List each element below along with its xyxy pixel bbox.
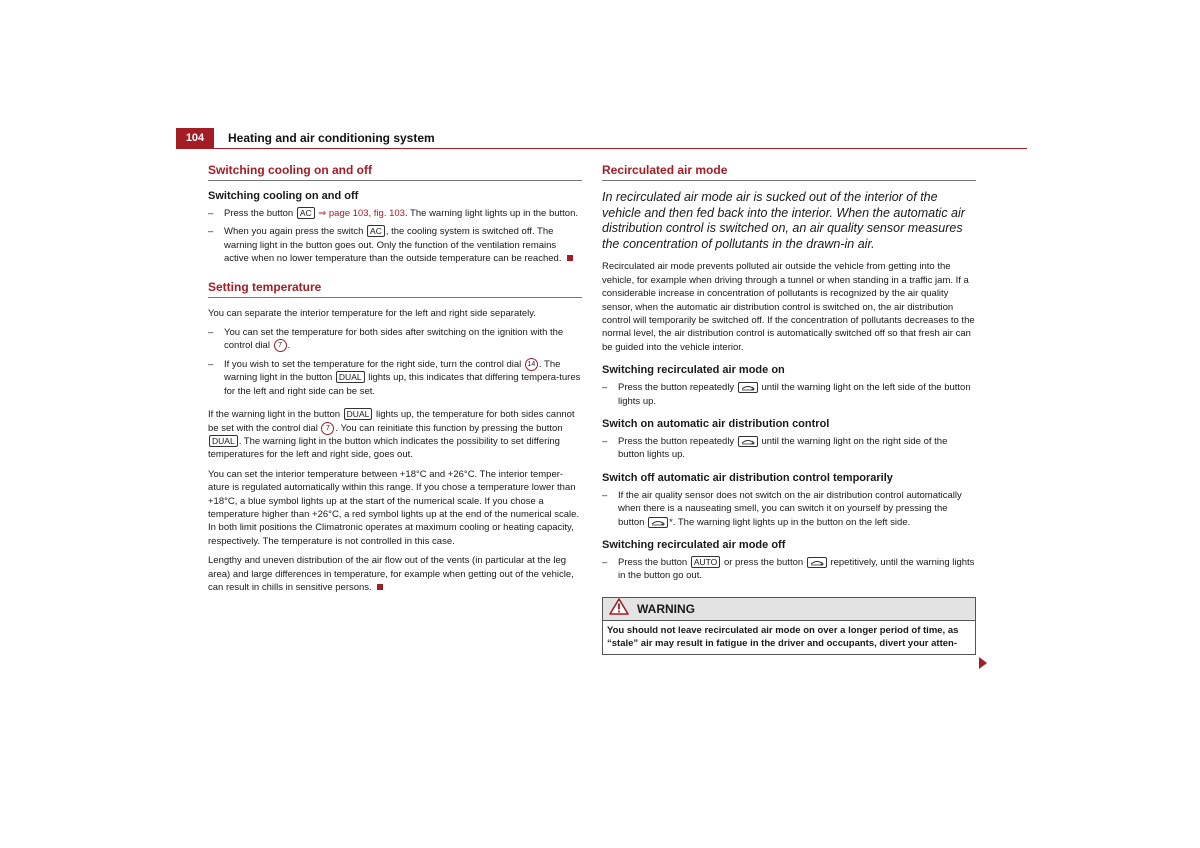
list-item: – Press the button repeatedly until the warning light on the left side of the button lights up.: [602, 382, 971, 407]
recirculation-icon: [738, 382, 758, 393]
warning-title: WARNING: [637, 601, 695, 616]
warning-triangle-icon: [609, 598, 629, 620]
ac-key: AC: [367, 225, 385, 237]
section-end-marker: [377, 584, 383, 590]
section-title-recirculated: Recirculated air mode: [602, 163, 976, 181]
paragraph: Lengthy and uneven distribution of the air flow out of the vents (in particular at the leg area) and large differences in temperature, for example when getting out of the vehicle, can result in chills in sensitive persons.: [208, 555, 574, 593]
recirculation-icon: [738, 436, 758, 447]
control-dial-marker: 7: [321, 422, 334, 435]
list-item: – When you again press the switch AC , the cooling system is switched off. The warning light in the button goes out. Only the function of the ventilation remains active when no lower temperature than the outside temperature can be reached.: [208, 225, 582, 265]
dual-key: DUAL: [344, 408, 373, 420]
list-item: – Press the button AUTO or press the button repetitively, until the warning lights in the button go out.: [602, 557, 975, 582]
recirculation-icon: [807, 557, 827, 568]
auto-key: AUTO: [691, 556, 720, 568]
subheading-cooling: Switching cooling on and off: [208, 190, 359, 202]
continue-arrow-icon: [979, 657, 987, 669]
chapter-title: Heating and air conditioning system: [228, 131, 435, 145]
paragraph: You can separate the interior temperature for the left and right side separately.: [208, 307, 536, 319]
recirculation-icon: [648, 517, 668, 528]
left-column: [208, 163, 582, 600]
intro-paragraph: In recirculated air mode air is sucked out of the interior of the vehicle and then fed back into the interior. When the automatic air distribution control is switched on, an air quality sensor measures the concentration of pollutants in the drawn-in air.: [602, 190, 965, 251]
paragraph: You can set the interior temperature between +18°C and +26°C. The interior temper-ature is regulated automatically within this range. If you chose a temperature lower than +18°C, a blue symbol lights up at the start of the numerical scale. If you chose a temperature higher than +26°C, a red symbol lights up at the end of the numerical scale. In both limit positions the Climatronic operates at maximum cooling or heating capacity, respectively. The temperature is not controlled in this case.: [208, 468, 580, 547]
warning-box: [602, 597, 976, 655]
section-end-marker: [567, 255, 573, 261]
ac-key: AC: [297, 207, 315, 219]
section-title-temperature: Setting temperature: [208, 280, 582, 298]
warning-text: You should not leave recirculated air mode on over a longer period of time, as “stale” air may result in fatigue in the driver and occupants, divert your atten-: [607, 624, 959, 650]
control-dial-marker: 7: [274, 339, 287, 352]
list-item: – Press the button AC ⇒ page 103, fig. 103. The warning light lights up in the button.: [208, 208, 578, 219]
list-item: – If you wish to set the temperature for the right side, turn the control dial 14 . The warning light in the button DUAL lights up, this indicates that differing tempera-tures for the left and right side can be set.: [208, 358, 581, 397]
page-number: 104: [176, 128, 214, 148]
list-item: – You can set the temperature for both sides after switching on the ignition with the control dial 7 .: [208, 327, 564, 352]
dual-key: DUAL: [209, 435, 238, 447]
subheading: Switch off automatic air distribution control temporarily: [602, 471, 893, 484]
page-reference-link[interactable]: ⇒ page 103, fig. 103: [318, 208, 405, 219]
section-title-cooling: Switching cooling on and off: [208, 163, 582, 181]
control-dial-marker: 14: [525, 358, 538, 371]
warning-header: [603, 598, 975, 621]
page-header: [176, 126, 1027, 149]
subheading: Switching recirculated air mode off: [602, 539, 786, 552]
list-item: – Press the button repeatedly until the warning light on the right side of the button lights up.: [602, 436, 948, 461]
paragraph: Recirculated air mode prevents polluted air outside the vehicle from getting into the vehicle, for example when driving through a tunnel or when standing in a traffic jam. If a considerable increase in concentration of pollutants is recognized by the air quality sensor, when the automatic air distribution control is switched on, the air distribution control will temporarily be switched off. If the concentration of pollutants decreases to the normal level, the air distribution control is automatically switched off so that fresh air can be guided into the vehicle interior.: [602, 261, 975, 353]
dual-key: DUAL: [336, 371, 365, 383]
subheading: Switch on automatic air distribution control: [602, 418, 830, 431]
subheading: Switching recirculated air mode on: [602, 364, 785, 377]
right-column: [602, 163, 976, 655]
list-item: – If the air quality sensor does not switch on the air distribution control automatically when there is a nauseating smell, you can switch it on yourself by pressing the button *. The warning light lights up in the button on the left side.: [602, 489, 962, 528]
paragraph: If the warning light in the button DUAL lights up, the temperature for both sides cannot be set with the control dial 7 . You can reinitiate this function by pressing the button DUAL . The warning light in the button which indicates the possibility to set differing temperatures for the left and right side, goes out.: [208, 409, 575, 461]
